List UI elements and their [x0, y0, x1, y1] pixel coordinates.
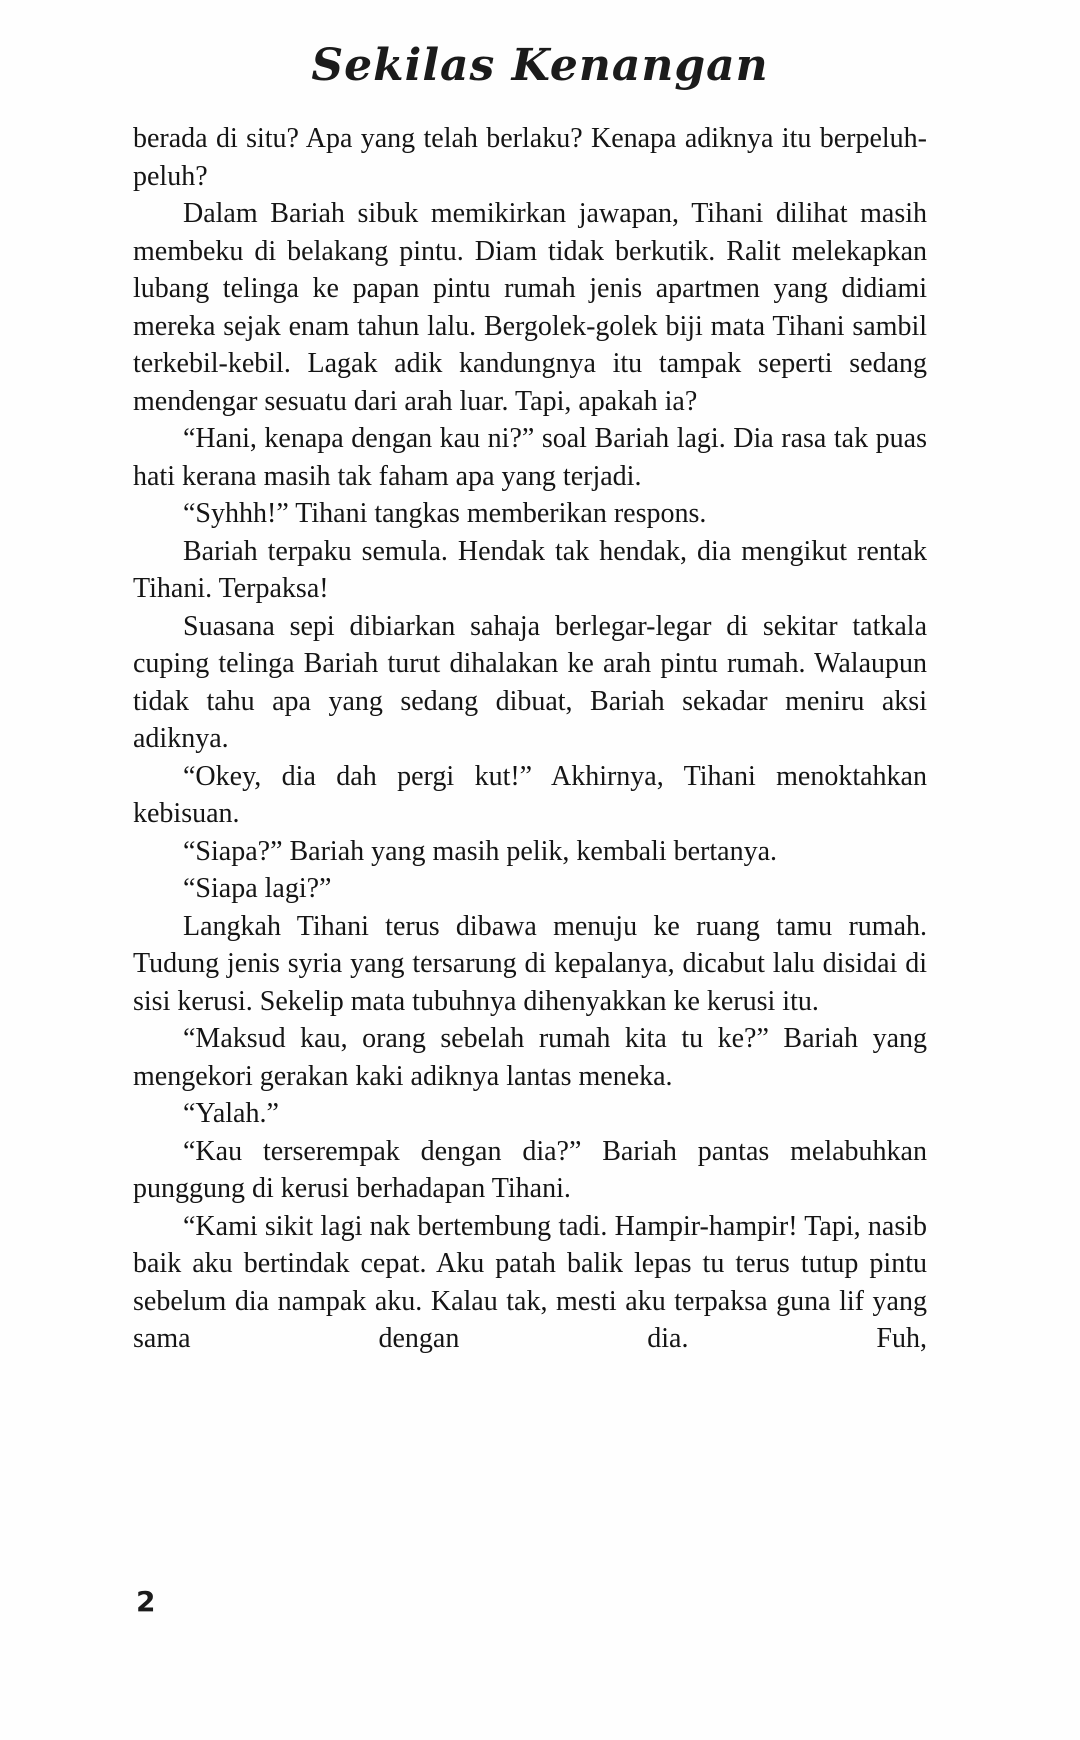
paragraph: “Siapa lagi?” [183, 873, 332, 904]
book-title: Sekilas Kenangan [311, 40, 769, 91]
paragraph: Dalam Bariah sibuk memikirkan jawapan, Tihani dilihat masih membeku di belakang pintu. Diam tidak berkutik. Ralit melekapkan lubang telinga ke papan pintu rumah jenis apartmen yang didiami mereka sejak enam tahun lalu. Bergolek-golek biji mata Tihani sambil terkebil-kebil. Lagak adik kandungnya itu tampak seperti sedang mendengar sesuatu dari arah luar. Tapi, apakah ia? [133, 198, 927, 417]
page-number: 2 [136, 1585, 156, 1618]
paragraph: Suasana sepi dibiarkan sahaja berlegar-legar di sekitar tatkala cuping telinga Bariah turut dihalakan ke arah pintu rumah. Walaupun tidak tahu apa yang sedang dibuat, Bariah sekadar meniru aksi adiknya. [133, 610, 927, 754]
paragraph: “Yalah.” [183, 1098, 279, 1129]
paragraph: “Siapa?” Bariah yang masih pelik, kembali bertanya. [183, 835, 778, 867]
paragraph: “Kau terserempak dengan dia?” Bariah pantas melabuhkan punggung di kerusi berhadapan Tihani. [133, 1135, 927, 1204]
paragraph: Bariah terpaku semula. Hendak tak hendak, dia mengikut rentak Tihani. Terpaksa! [133, 535, 927, 604]
paragraph: “Syhhh!” Tihani tangkas memberikan respons. [183, 498, 707, 529]
paragraph: “Okey, dia dah pergi kut!” Akhirnya, Tihani menoktahkan kebisuan. [133, 760, 927, 829]
paragraph: “Kami sikit lagi nak bertembung tadi. Hampir-hampir! Tapi, nasib baik aku bertindak cepat. Aku patah balik lepas tu terus tutup pintu sebelum dia nampak aku. Kalau tak, mesti aku terpaksa guna lif yang sama dengan dia. Fuh, [133, 1210, 927, 1354]
paragraph: “Hani, kenapa dengan kau ni?” soal Bariah lagi. Dia rasa tak puas hati kerana masih tak faham apa yang terjadi. [133, 423, 927, 492]
paragraph: “Maksud kau, orang sebelah rumah kita tu ke?” Bariah yang mengekori gerakan kaki adiknya lantas meneka. [133, 1023, 927, 1092]
page-body [133, 120, 927, 1358]
paragraph: berada di situ? Apa yang telah berlaku? Kenapa adiknya itu berpeluh-peluh? [133, 123, 927, 192]
paragraph: Langkah Tihani terus dibawa menuju ke ruang tamu rumah. Tudung jenis syria yang tersarung di kepalanya, dicabut lalu disidai di sisi kerusi. Sekelip mata tubuhnya dihenyakkan ke kerusi itu. [133, 910, 927, 1017]
